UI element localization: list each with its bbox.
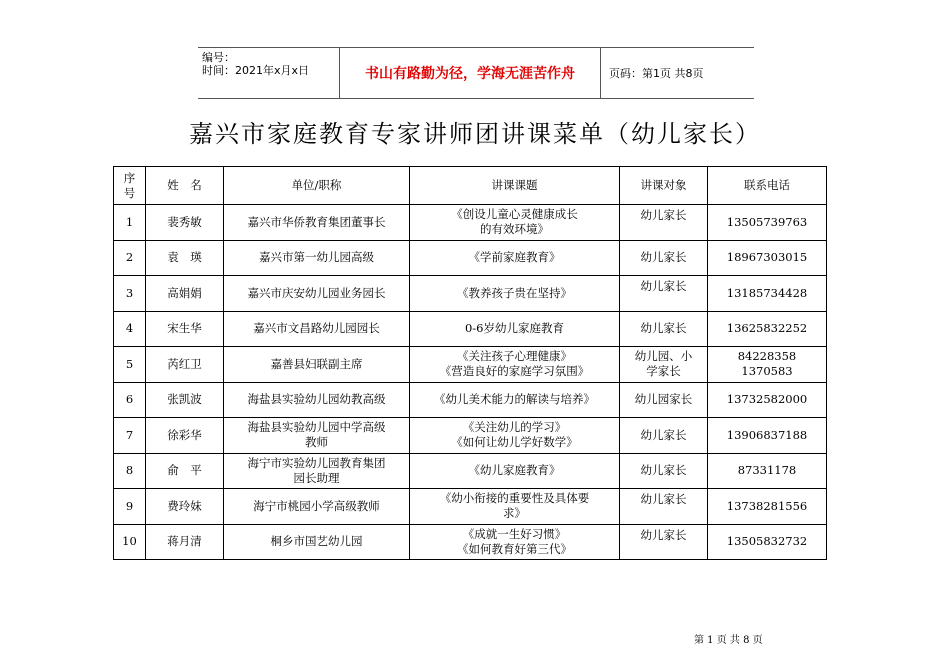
lecture-table xyxy=(113,166,827,560)
cell-phone xyxy=(708,418,827,454)
document-title: 嘉兴市家庭教育专家讲师团讲课菜单（幼儿家长） xyxy=(189,120,761,148)
cell-phone-line: 13185734428 xyxy=(726,285,808,300)
cell-unit-line: 教师 xyxy=(305,435,328,450)
cell-phone xyxy=(708,205,827,241)
cell-phone xyxy=(708,347,827,383)
cell-name: 张凯波 xyxy=(146,382,224,418)
cell-name: 费玲妹 xyxy=(146,489,224,525)
cell-topic-line: 《关注孩子心理健康》 xyxy=(457,349,572,364)
cell-phone xyxy=(708,453,827,489)
cell-name: 俞 平 xyxy=(146,453,224,489)
cell-topic xyxy=(410,382,620,418)
page-footer: 第 1 页 共 8 页 xyxy=(694,635,763,646)
cell-topic-line: 《如何让幼儿学好数学》 xyxy=(451,435,578,450)
cell-phone xyxy=(708,382,827,418)
cell-audience xyxy=(620,276,708,312)
cell-phone-line: 13732582000 xyxy=(726,392,808,407)
time-label: 时间：2021年x月x日 xyxy=(202,64,310,77)
header-motto: 书山有路勤为径，学海无涯苦作舟 xyxy=(340,48,601,98)
cell-unit xyxy=(224,311,410,347)
cell-unit xyxy=(224,382,410,418)
cell-no: 3 xyxy=(114,276,146,312)
cell-topic-line: 《如何教育好第三代》 xyxy=(457,541,572,556)
cell-phone-line: 13505739763 xyxy=(726,214,808,229)
cell-topic-line: 的有效环境》 xyxy=(480,222,549,237)
cell-unit xyxy=(224,347,410,383)
table-row xyxy=(114,453,827,489)
cell-phone xyxy=(708,240,827,276)
cell-audience-line: 幼儿家长 xyxy=(640,321,687,336)
cell-no: 10 xyxy=(114,524,146,560)
cell-unit-line: 嘉兴市文昌路幼儿园园长 xyxy=(253,321,380,336)
cell-topic xyxy=(410,205,620,241)
table-row xyxy=(114,489,827,525)
cell-audience xyxy=(620,382,708,418)
table-row xyxy=(114,347,827,383)
cell-audience xyxy=(620,524,708,560)
cell-unit-line: 海盐县实验幼儿园中学高级 xyxy=(247,420,386,435)
cell-name: 芮红卫 xyxy=(146,347,224,383)
cell-audience xyxy=(620,205,708,241)
cell-topic-line: 《教养孩子贵在坚持》 xyxy=(457,285,572,300)
header-meta xyxy=(198,48,340,98)
cell-name: 裴秀敏 xyxy=(146,205,224,241)
cell-topic xyxy=(410,418,620,454)
cell-audience-line: 幼儿家长 xyxy=(640,527,687,542)
col-header-phone: 联系电话 xyxy=(708,167,827,205)
cell-topic-line: 《幼儿美术能力的解读与培养》 xyxy=(434,392,595,407)
table-row xyxy=(114,311,827,347)
cell-unit xyxy=(224,524,410,560)
col-header-unit: 单位/职称 xyxy=(224,167,410,205)
cell-unit-line: 嘉兴市庆安幼儿园业务园长 xyxy=(247,285,386,300)
cell-audience-line: 幼儿家长 xyxy=(640,427,687,442)
cell-name: 蒋月清 xyxy=(146,524,224,560)
cell-audience-line: 幼儿园家长 xyxy=(634,392,693,407)
cell-no: 4 xyxy=(114,311,146,347)
cell-phone xyxy=(708,489,827,525)
cell-no: 8 xyxy=(114,453,146,489)
table-row xyxy=(114,240,827,276)
cell-phone-line: 18967303015 xyxy=(726,250,808,265)
cell-audience-line: 幼儿园、小 xyxy=(634,349,693,364)
cell-audience xyxy=(620,418,708,454)
cell-phone-line: 13738281556 xyxy=(726,498,808,513)
cell-audience-line: 幼儿家长 xyxy=(640,492,687,506)
cell-audience-line: 幼儿家长 xyxy=(640,208,687,222)
col-header-topic: 讲课课题 xyxy=(410,167,620,205)
cell-topic-line: 《关注幼儿的学习》 xyxy=(462,420,567,435)
cell-topic-line: 《学前家庭教育》 xyxy=(468,250,561,265)
table-row xyxy=(114,205,827,241)
cell-audience xyxy=(620,453,708,489)
cell-phone-line: 84228358 xyxy=(737,349,797,364)
cell-phone-line: 13625832252 xyxy=(726,321,808,336)
cell-name: 袁 瑛 xyxy=(146,240,224,276)
cell-topic-line: 《幼小衔接的重要性及具体要 xyxy=(439,491,590,506)
cell-audience xyxy=(620,489,708,525)
col-header-no: 序 号 xyxy=(114,167,146,205)
cell-topic xyxy=(410,453,620,489)
cell-audience-line: 幼儿家长 xyxy=(640,463,687,478)
cell-audience xyxy=(620,311,708,347)
cell-audience-line: 幼儿家长 xyxy=(640,279,687,293)
cell-audience xyxy=(620,240,708,276)
cell-topic-line: 求》 xyxy=(503,506,526,521)
cell-topic-line: 《成就一生好习惯》 xyxy=(462,526,567,541)
cell-unit xyxy=(224,489,410,525)
cell-topic-line: 《创设儿童心灵健康成长 xyxy=(451,207,578,222)
table-row xyxy=(114,382,827,418)
cell-unit xyxy=(224,453,410,489)
header-page-info: 页码：第1页 共8页 xyxy=(609,67,704,80)
table-header-row xyxy=(114,167,827,205)
table-row xyxy=(114,418,827,454)
cell-phone xyxy=(708,276,827,312)
cell-unit xyxy=(224,240,410,276)
table-row xyxy=(114,524,827,560)
cell-topic xyxy=(410,240,620,276)
cell-name: 宋生华 xyxy=(146,311,224,347)
cell-phone xyxy=(708,524,827,560)
code-label: 编号： xyxy=(202,51,235,64)
table-row xyxy=(114,276,827,312)
cell-unit-line: 海盐县实验幼儿园幼教高级 xyxy=(247,392,386,407)
cell-no: 5 xyxy=(114,347,146,383)
cell-no: 1 xyxy=(114,205,146,241)
cell-name: 徐彩华 xyxy=(146,418,224,454)
cell-phone-line: 13505832732 xyxy=(726,534,808,549)
cell-phone xyxy=(708,311,827,347)
cell-unit-line: 嘉兴市第一幼儿园高级 xyxy=(259,250,374,265)
table-body xyxy=(114,205,827,560)
cell-unit xyxy=(224,205,410,241)
cell-topic xyxy=(410,524,620,560)
cell-unit-line: 桐乡市国艺幼儿园 xyxy=(270,534,363,549)
cell-no: 9 xyxy=(114,489,146,525)
cell-audience-line: 幼儿家长 xyxy=(640,250,687,265)
col-header-audience: 讲课对象 xyxy=(620,167,708,205)
cell-unit-line: 海宁市桃园小学高级教师 xyxy=(253,498,380,513)
cell-phone-line: 13906837188 xyxy=(726,427,808,442)
cell-no: 6 xyxy=(114,382,146,418)
cell-topic-line: 0-6岁幼儿家庭教育 xyxy=(464,321,565,336)
cell-topic-line: 《营造良好的家庭学习氛围》 xyxy=(439,364,590,379)
cell-topic-line: 《幼儿家庭教育》 xyxy=(468,463,561,478)
header-box xyxy=(198,47,754,99)
cell-unit-line: 嘉兴市华侨教育集团董事长 xyxy=(247,214,386,229)
cell-audience xyxy=(620,347,708,383)
cell-unit xyxy=(224,418,410,454)
cell-unit-line: 园长助理 xyxy=(293,470,340,485)
cell-no: 7 xyxy=(114,418,146,454)
cell-audience-line: 学家长 xyxy=(646,364,681,379)
cell-topic xyxy=(410,276,620,312)
cell-name: 高娟娟 xyxy=(146,276,224,312)
cell-unit-line: 海宁市实验幼儿园教育集团 xyxy=(247,455,386,470)
cell-no: 2 xyxy=(114,240,146,276)
col-header-name: 姓 名 xyxy=(146,167,224,205)
cell-unit xyxy=(224,276,410,312)
cell-phone-line: 1370583 xyxy=(741,364,793,379)
cell-topic xyxy=(410,489,620,525)
cell-unit-line: 嘉善县妇联副主席 xyxy=(270,356,363,371)
cell-topic xyxy=(410,347,620,383)
cell-phone-line: 87331178 xyxy=(737,463,797,478)
cell-topic xyxy=(410,311,620,347)
